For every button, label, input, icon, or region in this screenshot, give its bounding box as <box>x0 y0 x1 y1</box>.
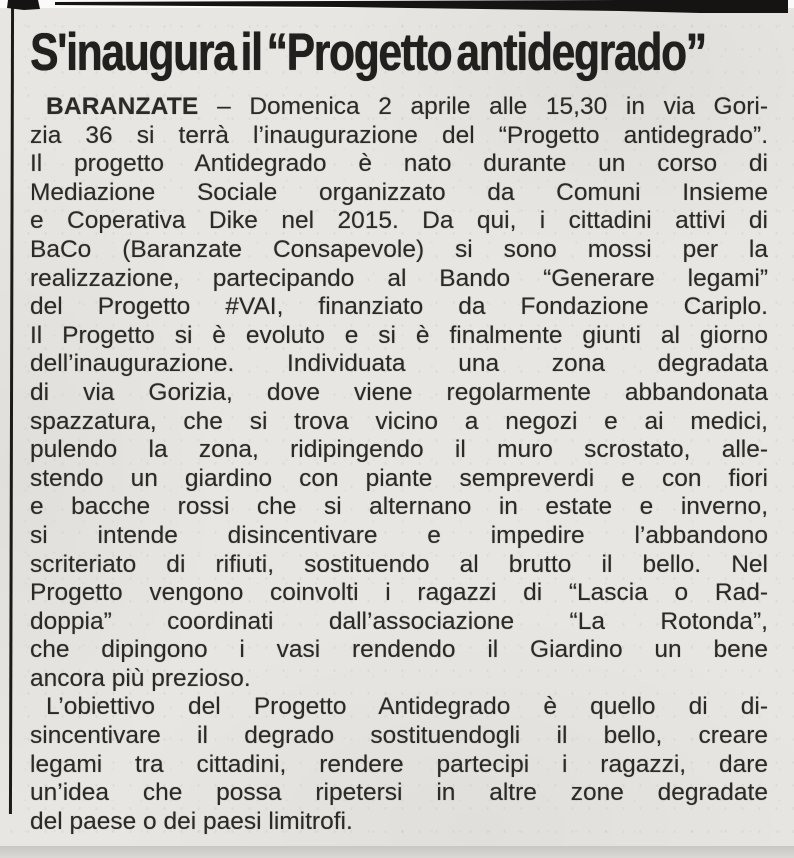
newspaper-clipping <box>0 8 794 846</box>
body-line: L’obiettivo del Progetto Antidegrado è quello di di- <box>46 693 768 721</box>
body-line: del Progetto #VAI, finanziato da Fondazione Cariplo. <box>30 293 768 321</box>
body-line: stendo un giardino con piante sempreverdi e con fiori <box>30 464 768 492</box>
headline: S'inaugura il “Progetto antidegrado” <box>30 23 706 82</box>
body-line: e Coperativa Dike nel 2015. Da qui, i cittadini attivi di <box>30 207 768 235</box>
body-line: spazzatura, che si trova vicino a negozi e ai medici, <box>30 407 768 435</box>
body-line: di via Gorizia, dove viene regolarmente abbandonata <box>30 378 768 406</box>
body-line: e bacche rossi che si alternano in estate e inverno, <box>30 493 768 521</box>
body-line: realizzazione, partecipando al Bando “Generare legami” <box>30 264 768 292</box>
body-line: del paese o dei paesi limitrofi. <box>30 807 353 835</box>
body-line: zia 36 si terrà l’inaugurazione del “Progetto antidegrado”. <box>30 121 768 149</box>
body-line: doppia” coordinati dall’associazione “La Rotonda”, <box>30 607 768 635</box>
body-line: Il progetto Antidegrado è nato durante un corso di <box>30 150 768 178</box>
body-line: ancora più prezioso. <box>30 664 251 692</box>
body-line: dell’inaugurazione. Individuata una zona degradata <box>30 350 768 378</box>
scan-shadow-bottom <box>0 846 794 858</box>
article-body <box>30 93 768 836</box>
body-line: Il Progetto si è evoluto e si è finalmente giunti al giorno <box>30 321 768 349</box>
scan-ink-streak-top <box>0 0 794 18</box>
body-line: BARANZATE – Domenica 2 aprile alle 15,30 in via Gori- <box>46 93 768 120</box>
body-line: pulendo la zona, ridipingendo il muro scrostato, alle- <box>30 436 768 464</box>
body-line: scriteriato di rifiuti, sostituendo al brutto il bello. Nel <box>30 550 768 578</box>
dateline-location: BARANZATE <box>46 93 199 120</box>
body-line: sincentivare il degrado sostituendogli il bello, creare <box>30 722 768 750</box>
body-line: Progetto vengono coinvolti i ragazzi di “Lascia o Rad- <box>30 579 768 607</box>
body-line: Mediazione Sociale organizzato da Comuni Insieme <box>30 178 768 206</box>
body-line: BaCo (Baranzate Consapevole) si sono mossi per la <box>30 235 768 263</box>
body-line: un’idea che possa ripetersi in altre zone degradate <box>30 779 768 807</box>
body-line: che dipingono i vasi rendendo il Giardino un bene <box>30 636 768 664</box>
body-line: legami tra cittadini, rendere partecipi i ragazzi, dare <box>30 750 768 778</box>
body-line: si intende disincentivare e impedire l’abbandono <box>30 521 768 549</box>
